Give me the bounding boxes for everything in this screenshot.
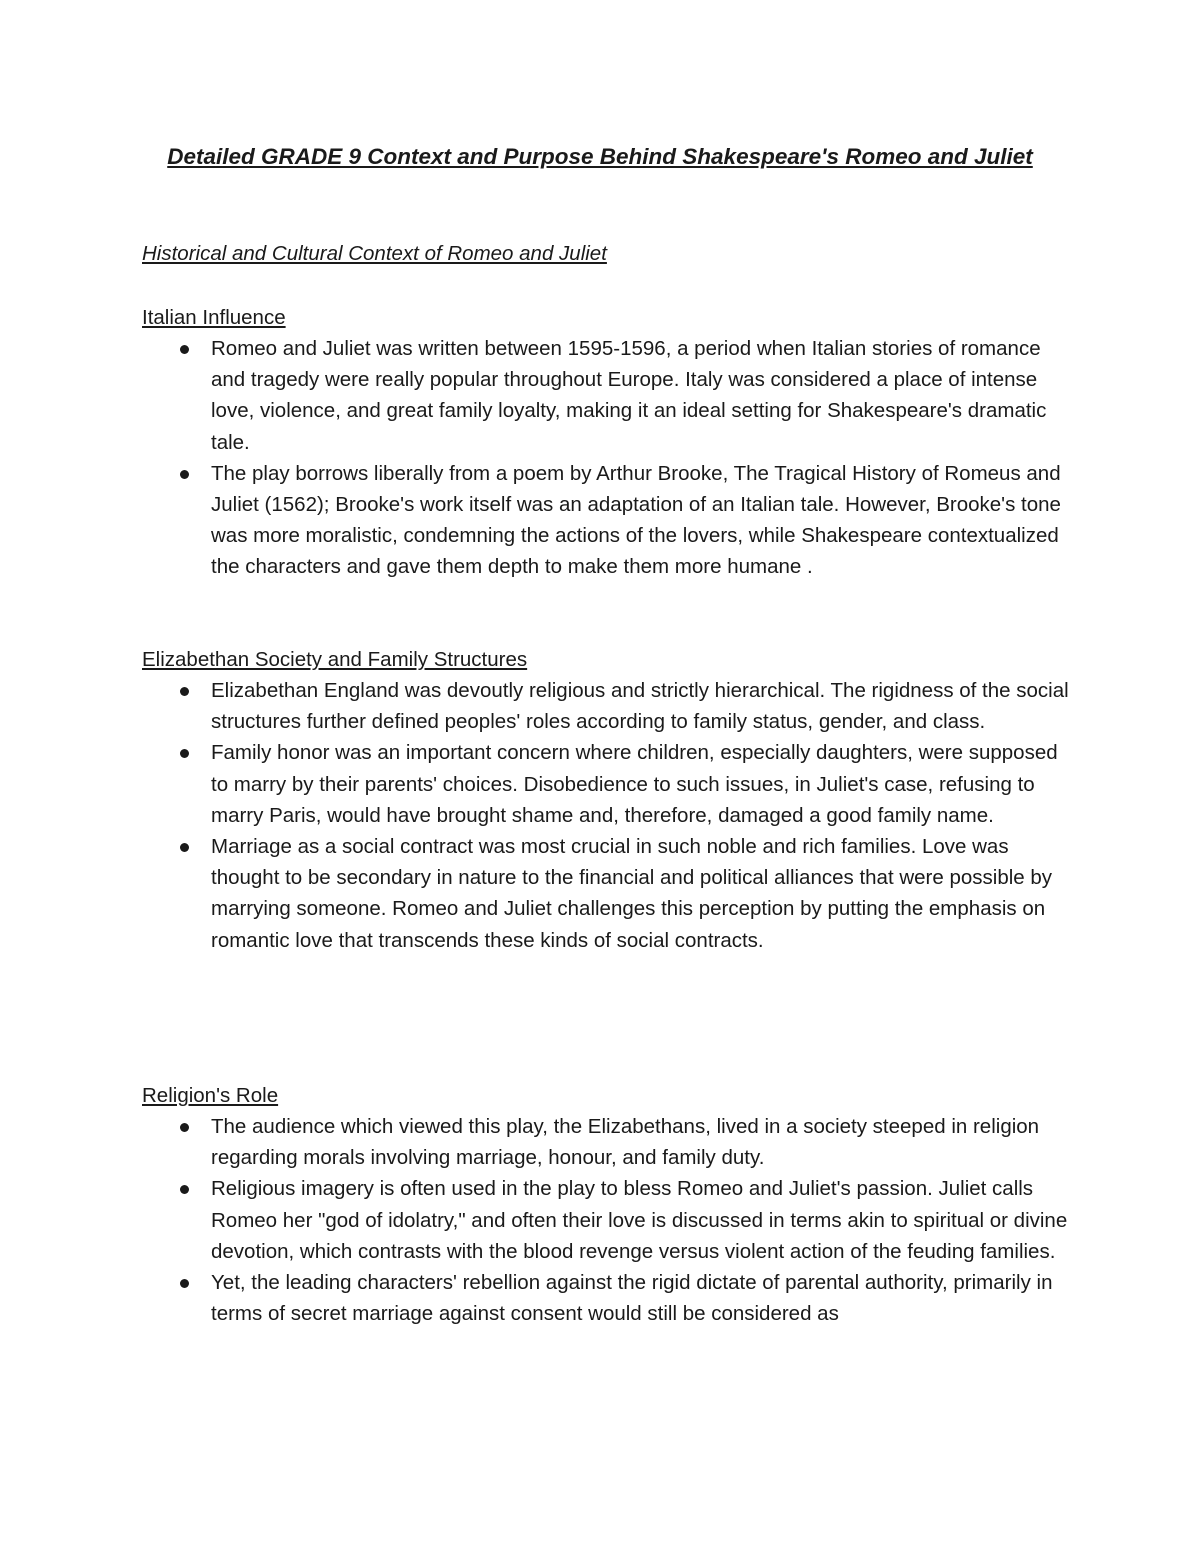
- list-item-text: The play borrows liberally from a poem by Arthur Brooke, The Tragical History of Romeus and Juliet (1562); Brooke's work itself was an adaptation of an Italian tale. However, Brooke's tone was more moralistic, condemning the actions of the lovers, while Shakespeare contextualized the characters and gave them depth to make them more humane .: [211, 461, 1061, 579]
- bullet-icon: [180, 749, 189, 758]
- list-item: [142, 1111, 1072, 1173]
- document-subtitle: Historical and Cultural Context of Romeo and Juliet: [142, 242, 607, 265]
- section-italian-influence: [142, 302, 1072, 583]
- list-item-text: The audience which viewed this play, the Elizabethans, lived in a society steeped in religion regarding morals involving marriage, honour, and family duty.: [211, 1115, 1040, 1170]
- list-item: [142, 831, 1072, 956]
- section-elizabethan-society: [142, 644, 1072, 956]
- list-item-text: Elizabethan England was devoutly religious and strictly hierarchical. The rigidness of the social structures further defined peoples' roles according to family status, gender, and class.: [211, 679, 1069, 734]
- bullet-icon: [180, 1123, 189, 1132]
- bullet-icon: [180, 843, 189, 852]
- list-item: [142, 1173, 1072, 1267]
- list-item-text: Yet, the leading characters' rebellion against the rigid dictate of parental authority, primarily in terms of secret marriage against consent would still be considered as: [211, 1271, 1053, 1326]
- list-item: [142, 1267, 1072, 1329]
- list-item-text: Romeo and Juliet was written between 1595-1596, a period when Italian stories of romance and tragedy were really popular throughout Europe. Italy was considered a place of intense love, violence, and great family loyalty, making it an ideal setting for Shakespeare's dramatic tale.: [211, 337, 1047, 454]
- section-religions-role: [142, 1080, 1072, 1329]
- bullet-icon: [180, 1279, 189, 1288]
- list-item: [142, 675, 1072, 737]
- bullet-list: [142, 675, 1072, 956]
- list-item-text: Marriage as a social contract was most crucial in such noble and rich families. Love was thought to be secondary in nature to the financial and political alliances that were possible by marrying someone. Romeo and Juliet challenges this perception by putting the emphasis on romantic love that transcends these kinds of social contracts.: [211, 835, 1053, 952]
- section-heading: Religion's Role: [142, 1084, 279, 1107]
- list-item: [142, 333, 1072, 458]
- bullet-list: [142, 333, 1072, 583]
- list-item-text: Religious imagery is often used in the play to bless Romeo and Juliet's passion. Juliet calls Romeo her "god of idolatry," and often their love is discussed in terms akin to spiritual or divine devotion, which contrasts with the blood revenge versus violent action of the feuding families.: [211, 1177, 1068, 1263]
- section-heading: Italian Influence: [142, 306, 286, 329]
- bullet-icon: [180, 687, 189, 696]
- document-title: Detailed GRADE 9 Context and Purpose Behind Shakespeare's Romeo and Juliet: [167, 144, 1033, 169]
- list-item: [142, 737, 1072, 831]
- list-item: [142, 458, 1072, 583]
- bullet-list: [142, 1111, 1072, 1329]
- section-heading: Elizabethan Society and Family Structures: [142, 648, 528, 671]
- bullet-icon: [180, 1185, 189, 1194]
- bullet-icon: [180, 470, 189, 479]
- list-item-text: Family honor was an important concern where children, especially daughters, were supposed to marry by their parents' choices. Disobedience to such issues, in Juliet's case, refusing to marry Paris, would have brought shame and, therefore, damaged a good family name.: [211, 741, 1058, 827]
- bullet-icon: [180, 345, 189, 354]
